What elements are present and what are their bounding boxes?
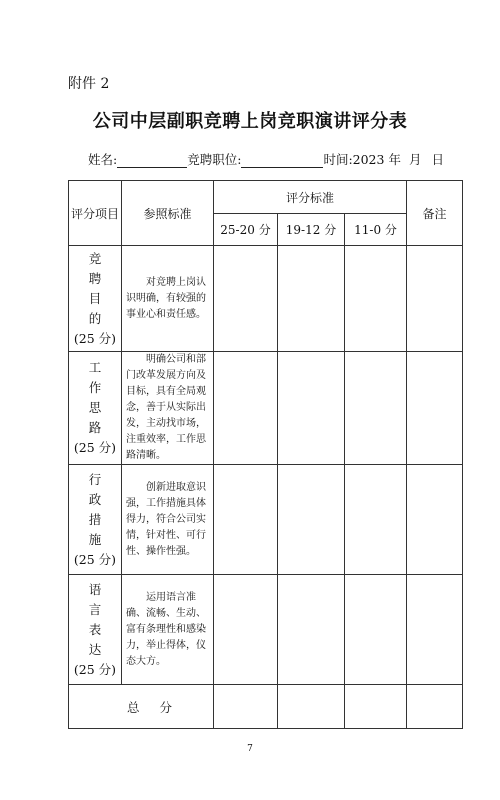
score-cell[interactable] [278,575,345,685]
time-label: 时间: [323,152,353,167]
item-cell: 工 作 思 路 (25 分) [69,352,122,465]
total-label: 总 分 [69,685,214,729]
remark-cell[interactable] [407,246,463,352]
remark-cell[interactable] [407,465,463,575]
table-row [69,246,463,352]
name-label: 姓名: [88,152,118,167]
score-cell[interactable] [278,465,345,575]
name-blank [117,153,187,168]
position-blank [241,153,323,168]
score-cell[interactable] [214,575,278,685]
header-range: 25-20 分 [214,214,278,246]
score-cell[interactable] [214,465,278,575]
reference-cell: 创新进取意识强，工作措施具体得力，符合公司实情，针对性、可行性、操作性强。 [122,465,214,575]
total-row [69,685,463,729]
scoring-table [68,180,463,729]
month-label: 月 [408,152,422,167]
table-row [69,575,463,685]
info-line [88,150,444,168]
day-label: 日 [431,152,444,167]
score-cell[interactable] [214,246,278,352]
header-reference: 参照标准 [122,181,214,246]
table-row [69,352,463,465]
page-title: 公司中层副职竞聘上岗竞职演讲评分表 [92,111,408,132]
item-cell: 竞 聘 目 的 (25 分) [69,246,122,352]
header-range: 11-0 分 [345,214,407,246]
total-score-cell[interactable] [278,685,345,729]
score-cell[interactable] [278,352,345,465]
score-cell[interactable] [345,352,407,465]
year-label: 2023 年 [352,152,401,167]
header-remark: 备注 [407,181,463,246]
reference-cell: 运用语言准确、流畅、生动、富有条理性和感染力，举止得体，仪态大方。 [122,575,214,685]
page-number: 7 [247,744,253,754]
remark-cell[interactable] [407,575,463,685]
score-cell[interactable] [278,246,345,352]
reference-cell: 对竞聘上岗认识明确，有较强的事业心和责任感。 [122,246,214,352]
attachment-label: 附件 2 [68,76,110,92]
score-cell[interactable] [345,575,407,685]
item-cell: 行 政 措 施 (25 分) [69,465,122,575]
total-score-cell[interactable] [214,685,278,729]
header-range: 19-12 分 [278,214,345,246]
total-remark-cell[interactable] [407,685,463,729]
table-row [69,465,463,575]
score-cell[interactable] [214,352,278,465]
total-score-cell[interactable] [345,685,407,729]
reference-cell: 明确公司和部门改革发展方向及目标，具有全局观念，善于从实际出发，主动找市场，注重效率，工作思路清晰。 [122,352,214,465]
score-cell[interactable] [345,246,407,352]
header-criteria: 评分标准 [214,181,407,214]
item-cell: 语 言 表 达 (25 分) [69,575,122,685]
header-item: 评分项目 [69,181,122,246]
position-label: 竞聘职位: [187,152,242,167]
score-cell[interactable] [345,465,407,575]
remark-cell[interactable] [407,352,463,465]
